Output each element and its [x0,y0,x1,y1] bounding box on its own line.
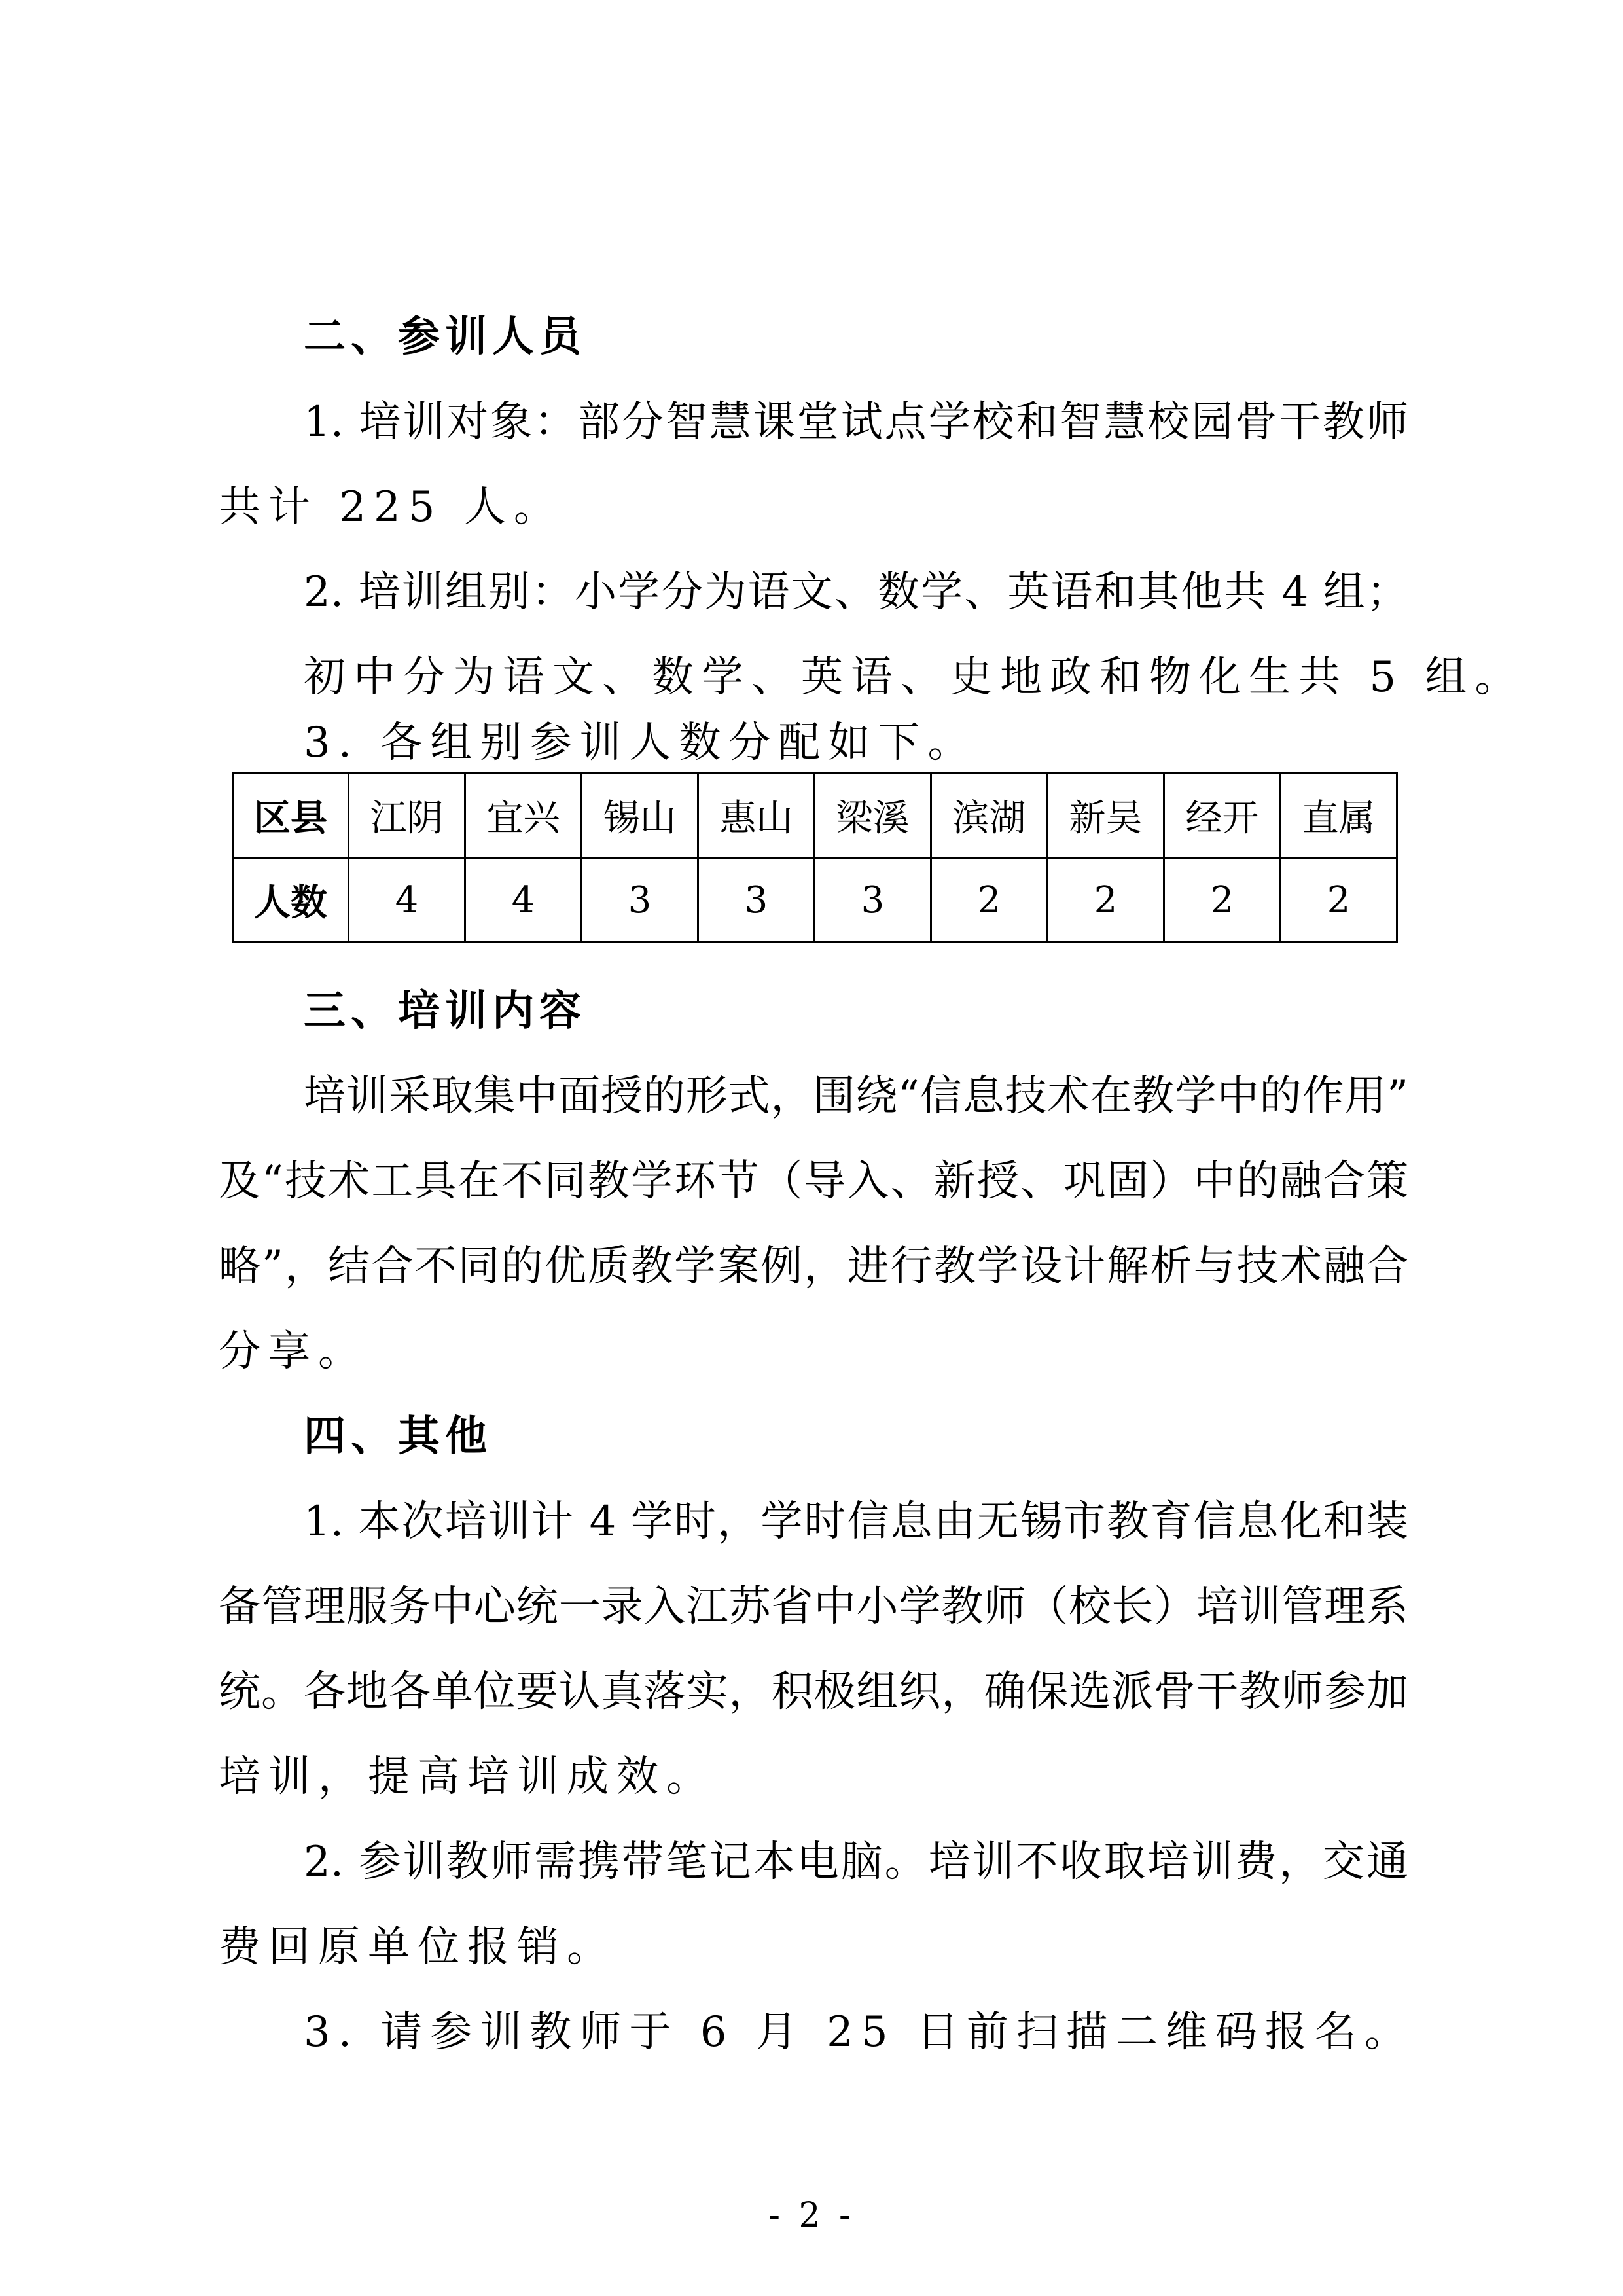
count-cell: 2 [1164,858,1281,942]
count-cell: 2 [931,858,1048,942]
paragraph-line: 培训采取集中面授的形式，围绕“信息技术在教学中的作用” [304,1072,1408,1121]
paragraph-line: 2. 参训教师需携带笔记本电脑。培训不收取培训费，交通 [304,1838,1408,1886]
district-cell: 江阴 [349,774,465,858]
page-number: - 2 - [768,2196,855,2235]
paragraph-line: 及“技术工具在不同教学环节（导入、新授、巩固）中的融合策 [219,1157,1408,1206]
paragraph-line: 3. 请参训教师于 6 月 25 日前扫描二维码报名。 [304,2008,1414,2056]
count-cell: 3 [582,858,698,942]
section-heading-content: 三、培训内容 [304,987,586,1035]
paragraph-line: 费回原单位报销。 [219,1923,616,1971]
paragraph-line: 共计 225 人。 [219,483,563,531]
paragraph-line: 1. 本次培训计 4 学时，学时信息由无锡市教育信息化和装 [304,1498,1408,1546]
table-row [233,774,1397,858]
count-cell: 4 [349,858,465,942]
paragraph-line: 3. 各组别参训人数分配如下。 [304,719,978,767]
paragraph-line: 培训，提高培训成效。 [219,1753,716,1801]
table-header-cell: 人数 [233,858,349,942]
paragraph-line: 备管理服务中心统一录入江苏省中小学教师（校长）培训管理系 [219,1583,1408,1631]
district-cell: 直属 [1281,774,1397,858]
section-heading-other: 四、其他 [304,1412,492,1461]
district-cell: 惠山 [698,774,815,858]
paragraph-line: 略”，结合不同的优质教学案例，进行教学设计解析与技术融合 [219,1242,1408,1291]
district-cell: 宜兴 [465,774,582,858]
district-cell: 新吴 [1048,774,1164,858]
district-cell: 锡山 [582,774,698,858]
table-header-cell: 区县 [233,774,349,858]
count-cell: 4 [465,858,582,942]
quota-table [232,772,1398,943]
district-cell: 梁溪 [815,774,931,858]
paragraph-line: 初中分为语文、数学、英语、史地政和物化生共 5 组。 [304,653,1525,702]
paragraph-line: 统。各地各单位要认真落实，积极组织，确保选派骨干教师参加 [219,1668,1408,1716]
paragraph-line: 2. 培训组别：小学分为语文、数学、英语和其他共 4 组； [304,568,1408,617]
section-heading-participants: 二、参训人员 [304,313,586,361]
count-cell: 3 [815,858,931,942]
district-cell: 经开 [1164,774,1281,858]
count-cell: 3 [698,858,815,942]
table-row [233,858,1397,942]
paragraph-line: 分享。 [219,1327,368,1376]
count-cell: 2 [1281,858,1397,942]
count-cell: 2 [1048,858,1164,942]
paragraph-line: 1. 培训对象：部分智慧课堂试点学校和智慧校园骨干教师 [304,398,1408,446]
district-cell: 滨湖 [931,774,1048,858]
